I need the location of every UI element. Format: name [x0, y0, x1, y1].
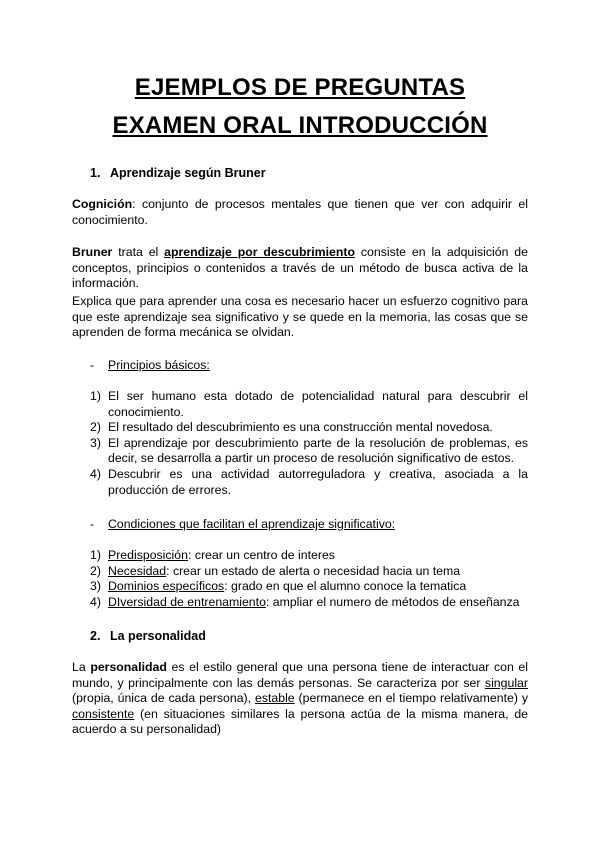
- section-2-heading: [90, 629, 206, 643]
- section-2-title: La personalidad: [110, 629, 206, 643]
- condicion-term: DIversidad de entrenamiento: [108, 594, 266, 609]
- personalidad-text-1: es el estilo general que una persona tiene de interactuar con el mundo, y principalmente con las demás personas. Se caracteriza por ser: [72, 660, 528, 690]
- condicion-term: Necesidad: [108, 563, 167, 578]
- condicion-text: : crear un estado de alerta o necesidad hacia un tema: [166, 563, 461, 578]
- cognicion-paragraph: [72, 197, 528, 228]
- list-item-number: 2): [90, 420, 101, 435]
- condicion-text: : ampliar el numero de métodos de enseñanza: [265, 594, 520, 609]
- principios-dash: -: [90, 358, 95, 372]
- bruner-term: Bruner: [72, 245, 113, 259]
- list-item: [90, 436, 528, 467]
- bruner-pre: trata el: [112, 245, 165, 259]
- section-1-number: 1.: [90, 166, 101, 180]
- bruner-concept: aprendizaje por descubrimiento: [164, 245, 355, 259]
- personalidad-term: personalidad: [90, 660, 167, 674]
- list-item: [90, 579, 528, 595]
- explica-paragraph: Explica que para aprender una cosa es necesario hacer un esfuerzo cognitivo para que este aprendizaje sea significativo y se quede en la memoria, las cosas que se aprenden de forma mecánica se olvidan.: [72, 294, 528, 340]
- personalidad-text-2: (propia, única de cada persona),: [72, 691, 255, 706]
- list-item-text: Descubrir es una actividad autorreguladora y creativa, asociada a la producción de errores.: [108, 466, 528, 497]
- bruner-post: consiste en la adquisición de conceptos, principios o contenidos a través de un método de busca activa de la información.: [72, 245, 528, 291]
- personalidad-text-3: (permanece en el tiempo relativamente) y: [294, 691, 528, 706]
- cognicion-term: Cognición: [72, 197, 133, 211]
- estable-term: estable: [254, 691, 295, 706]
- principios-list: [90, 389, 528, 498]
- list-item-number: 3): [90, 435, 101, 450]
- consistente-term: consistente: [72, 706, 135, 721]
- list-item-number: 3): [90, 579, 101, 594]
- singular-term: singular: [484, 675, 528, 690]
- condicion-term: Dominios específicos: [108, 579, 225, 594]
- personalidad-paragraph: [72, 660, 528, 738]
- list-item-text: El resultado del descubrimiento es una construcción mental novedosa.: [108, 420, 493, 435]
- condiciones-heading: [90, 517, 395, 531]
- list-item-text: El ser humano esta dotado de potencialidad natural para descubrir el conocimiento.: [108, 389, 528, 419]
- condiciones-label: Condiciones que facilitan el aprendizaje significativo:: [108, 517, 396, 531]
- condiciones-dash: -: [90, 517, 95, 531]
- list-item: [90, 564, 528, 580]
- condicion-text: : crear un centro de interes: [187, 548, 335, 562]
- section-1-heading: [90, 166, 266, 180]
- principios-label: Principios básicos:: [108, 358, 210, 372]
- list-item: [90, 467, 528, 498]
- principios-heading: [90, 358, 210, 372]
- list-item: [90, 595, 528, 611]
- list-item-number: 2): [90, 563, 101, 578]
- title-line-2: EXAMEN ORAL INTRODUCCIÓN: [112, 112, 488, 139]
- title-line-1: EJEMPLOS DE PREGUNTAS: [134, 74, 466, 101]
- condiciones-list: [90, 548, 528, 610]
- personalidad-pre: La: [72, 660, 91, 674]
- section-2-number: 2.: [90, 629, 101, 643]
- list-item: [90, 389, 528, 420]
- bruner-paragraph: [72, 245, 528, 292]
- list-item: [90, 420, 528, 436]
- list-item-number: 1): [90, 548, 101, 562]
- list-item-number: 4): [90, 594, 101, 609]
- section-1-title: Aprendizaje según Bruner: [110, 166, 266, 180]
- cognicion-text: : conjunto de procesos mentales que tienen que ver con adquirir el conocimiento.: [72, 197, 528, 227]
- list-item-text: El aprendizaje por descubrimiento parte de la resolución de problemas, es decir, se desarrolla a partir un proceso de resolución significativo de estos.: [108, 435, 528, 466]
- list-item: [90, 548, 528, 564]
- list-item-number: 1): [90, 389, 101, 403]
- personalidad-text-4: (en situaciones similares la persona actúa de la misma manera, de acuerdo a su personalidad): [72, 706, 528, 737]
- list-item-number: 4): [90, 466, 101, 481]
- condicion-text: : grado en que el alumno conoce la tematica: [224, 579, 467, 594]
- condicion-term: Predisposición: [108, 548, 188, 562]
